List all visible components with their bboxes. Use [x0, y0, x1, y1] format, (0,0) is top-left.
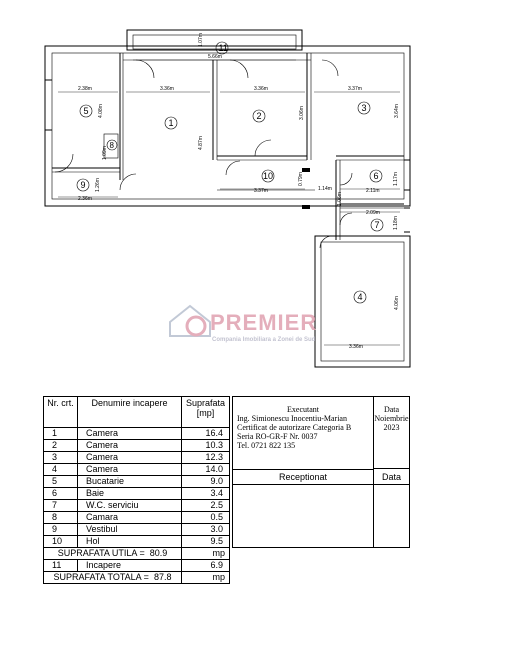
dim-1-v: 4.87m — [198, 136, 204, 150]
table-row — [44, 428, 230, 440]
room-8-number: 8 — [109, 141, 114, 150]
totala-value: 87.8 — [153, 571, 172, 582]
dim-10-v: 0.79m — [298, 172, 304, 186]
dim-6: 2.11m — [366, 188, 380, 194]
executant-box — [233, 397, 374, 470]
table-row — [44, 560, 230, 572]
executant-line: Tel. 0721 822 135 — [237, 441, 296, 450]
dim-9: 2.36m — [78, 196, 92, 202]
room-9-number: 9 — [80, 180, 86, 190]
dim-7-v: 1.18m — [393, 216, 399, 230]
premier-logo — [170, 306, 317, 343]
table-row — [44, 440, 230, 452]
row-nr: 5 — [44, 476, 78, 488]
dim-3: 3.37m — [348, 86, 362, 92]
date-label: Data — [383, 405, 400, 414]
utila-label: SUPRAFATA UTILA = — [57, 547, 145, 558]
row-nr: 11 — [44, 560, 78, 572]
row-name: W.C. serviciu — [78, 500, 182, 512]
date2-label: Data — [374, 470, 409, 485]
row-area: 14.0 — [182, 464, 230, 476]
row-area: 9.5 — [182, 536, 230, 548]
dim-10: 3.37m — [254, 188, 268, 194]
row-nr: 9 — [44, 524, 78, 536]
row-nr: 1 — [44, 428, 78, 440]
room-5-number: 5 — [83, 106, 89, 116]
dim-3-v: 3.64m — [394, 104, 400, 118]
date-year: 2023 — [383, 423, 400, 432]
dim-1: 3.36m — [160, 86, 174, 92]
row-nr: 6 — [44, 488, 78, 500]
totala-unit: mp — [182, 572, 230, 584]
row-name: Camera — [78, 452, 182, 464]
row-area: 0.5 — [182, 512, 230, 524]
row-nr: 2 — [44, 440, 78, 452]
row-name: Hol — [78, 536, 182, 548]
utila-row — [44, 548, 230, 560]
row-area: 3.4 — [182, 488, 230, 500]
dim-4-v: 4.06m — [394, 296, 400, 310]
row-name: Camera — [78, 428, 182, 440]
utila-unit: mp — [182, 548, 230, 560]
utila-value: 80.9 — [149, 547, 168, 558]
row-name: Vestibul — [78, 524, 182, 536]
dim-7: 2.09m — [366, 210, 380, 216]
row-nr: 8 — [44, 512, 78, 524]
row-nr: 7 — [44, 500, 78, 512]
logo-tagline: Compania Imobiliara a Zonei de Sud — [212, 337, 316, 343]
executant-line: Seria RO-GR-F Nr. 0037 — [237, 432, 318, 441]
table-row — [44, 512, 230, 524]
receptionat-label: Receptionat — [233, 470, 373, 485]
room-6-number: 6 — [373, 171, 379, 181]
dim-k-v: 1.06m — [337, 192, 343, 206]
table-row — [44, 488, 230, 500]
header-name: Denumire incapere — [78, 397, 182, 428]
row-nr: 3 — [44, 452, 78, 464]
executant-title: Executant — [287, 405, 319, 414]
row-nr: 10 — [44, 536, 78, 548]
row-area: 12.3 — [182, 452, 230, 464]
row-area: 16.4 — [182, 428, 230, 440]
logo-name: PREMIER — [210, 310, 318, 335]
dim-10-b: 1.14m — [318, 186, 332, 192]
totala-row — [44, 572, 230, 584]
date-box — [374, 397, 409, 469]
row-area: 9.0 — [182, 476, 230, 488]
table-row — [44, 452, 230, 464]
dim-9-v: 1.26m — [95, 178, 101, 192]
row-nr: 4 — [44, 464, 78, 476]
room-4-number: 4 — [357, 292, 363, 302]
dim-2-v: 3.06m — [299, 106, 305, 120]
table-row — [44, 476, 230, 488]
totala-label: SUPRAFATA TOTALA = — [53, 571, 149, 582]
dim-5-v: 4.08m — [98, 104, 104, 118]
row-name: Baie — [78, 488, 182, 500]
table-row — [44, 536, 230, 548]
row-name: Camara — [78, 512, 182, 524]
row-area: 3.0 — [182, 524, 230, 536]
room-11-number: 11 — [218, 43, 228, 53]
dim-6-v: 1.17m — [393, 172, 399, 186]
balcony-outline — [127, 30, 302, 50]
room-3-number: 3 — [361, 103, 367, 113]
row-name: Incapere — [78, 560, 182, 572]
room-2-number: 2 — [256, 111, 262, 121]
title-block — [232, 396, 410, 548]
room-7-number: 7 — [374, 220, 380, 230]
row-name: Camera — [78, 440, 182, 452]
room-1-number: 1 — [168, 118, 174, 128]
dim-11-v: 1.07m — [198, 33, 204, 47]
table-row — [44, 500, 230, 512]
room-10-number: 10 — [263, 171, 274, 181]
table-row — [44, 464, 230, 476]
row-area: 2.5 — [182, 500, 230, 512]
date-month: Noiembrie — [374, 414, 409, 423]
date2-box — [374, 470, 409, 547]
dim-5: 2.38m — [78, 86, 92, 92]
header-area: Suprafata [mp] — [182, 397, 230, 428]
row-area: 6.9 — [182, 560, 230, 572]
header-nr: Nr. crt. — [44, 397, 78, 428]
row-area: 10.3 — [182, 440, 230, 452]
rooms-table — [43, 396, 230, 584]
executant-line: Certificat de autorizare Categoria B — [237, 423, 352, 432]
receptionat-box — [233, 470, 374, 547]
dim-4: 3.36m — [349, 344, 363, 350]
row-name: Bucatarie — [78, 476, 182, 488]
dim-2: 3.36m — [254, 86, 268, 92]
row-name: Camera — [78, 464, 182, 476]
dim-8-v: 1.09m — [102, 146, 108, 160]
executant-line: Ing. Simionescu Inocentiu-Marian — [237, 414, 347, 423]
dim-11: 5.66m — [208, 54, 222, 60]
table-row — [44, 524, 230, 536]
